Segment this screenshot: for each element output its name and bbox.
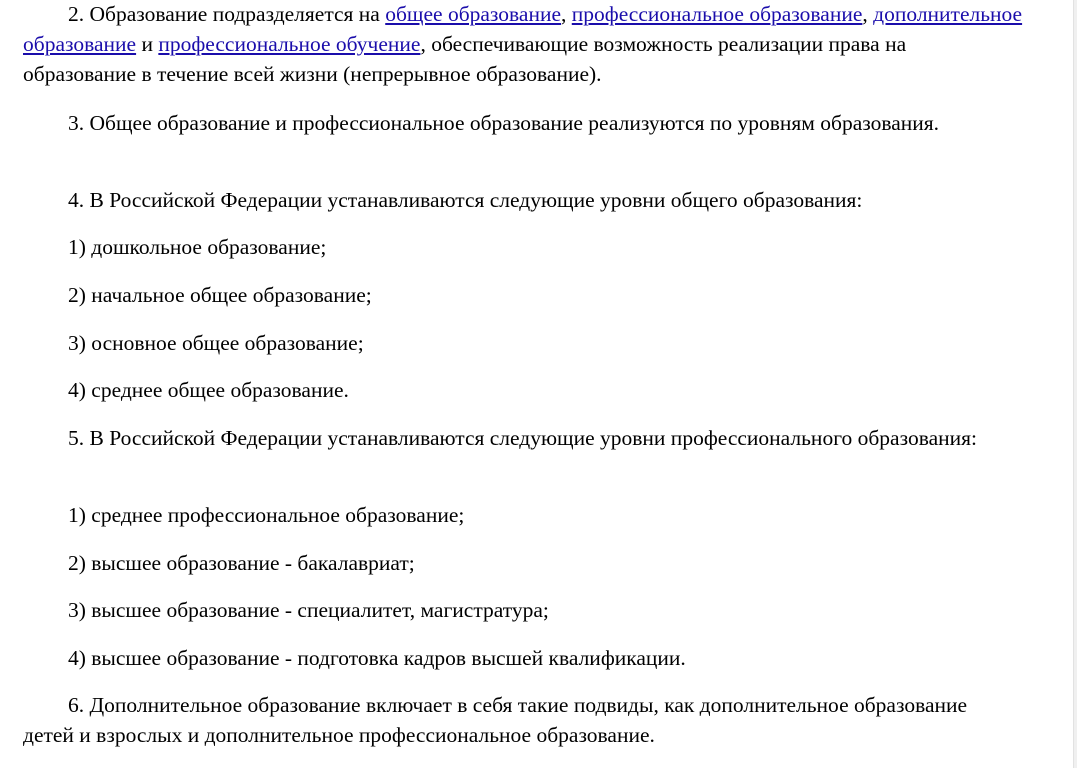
paragraph-text: , — [862, 2, 874, 26]
paragraph-text: 3. Общее образование и профессиональное образование реализуются по уровням образования. — [68, 111, 940, 135]
link-professional-education[interactable]: профессиональное образование — [571, 2, 863, 26]
paragraph-text: 4) высшее образование - подготовка кадров высшей квалификации. — [68, 646, 686, 670]
link-general-education[interactable]: общее образование — [385, 2, 562, 26]
paragraph-p4-2 — [23, 280, 1023, 310]
paragraph-p5-3 — [23, 595, 1023, 625]
paragraph-p4-4 — [23, 375, 1023, 405]
paragraph-text: 1) дошкольное образование; — [68, 235, 327, 259]
paragraph-p4 — [23, 185, 1023, 215]
paragraph-text: 6. Дополнительное образование включает в себя такие подвиды, как дополнительное образование детей и взрослых и дополнительное профессиональное образование. — [23, 693, 968, 747]
paragraph-p2 — [23, 0, 1023, 89]
paragraph-p5-1 — [23, 500, 1023, 530]
scrollbar[interactable] — [1073, 0, 1077, 768]
link-additional-education[interactable]: дополнительное образование — [23, 2, 1023, 56]
paragraph-text: 4. В Российской Федерации устанавливаются следующие уровни общего образования: — [68, 188, 863, 212]
paragraph-text: , — [561, 2, 572, 26]
paragraph-text: и — [136, 32, 159, 56]
paragraph-p4-1 — [23, 232, 1023, 262]
link-professional-training[interactable]: профессиональное обучение — [158, 32, 421, 56]
paragraph-text: 5. В Российской Федерации устанавливаются следующие уровни профессионального образования: — [68, 426, 977, 450]
paragraph-text: 4) среднее общее образование. — [68, 378, 349, 402]
paragraph-p4-3 — [23, 328, 1023, 358]
paragraph-p5 — [23, 423, 1023, 453]
paragraph-p6 — [23, 690, 1023, 750]
paragraph-p3 — [23, 108, 1023, 138]
paragraph-p5-4 — [23, 643, 1023, 673]
paragraph-text: , обеспечивающие возможность реализации права на образование в течение всей жизни (непрерывное образование). — [23, 32, 907, 86]
paragraph-text: 3) основное общее образование; — [68, 331, 364, 355]
paragraph-text: 1) среднее профессиональное образование; — [68, 503, 465, 527]
paragraph-text: 2) высшее образование - бакалавриат; — [68, 551, 415, 575]
paragraph-text: 2. Образование подразделяется на — [68, 2, 386, 26]
paragraph-p5-2 — [23, 548, 1023, 578]
paragraph-text: 2) начальное общее образование; — [68, 283, 372, 307]
paragraph-text: 3) высшее образование - специалитет, магистратура; — [68, 598, 549, 622]
